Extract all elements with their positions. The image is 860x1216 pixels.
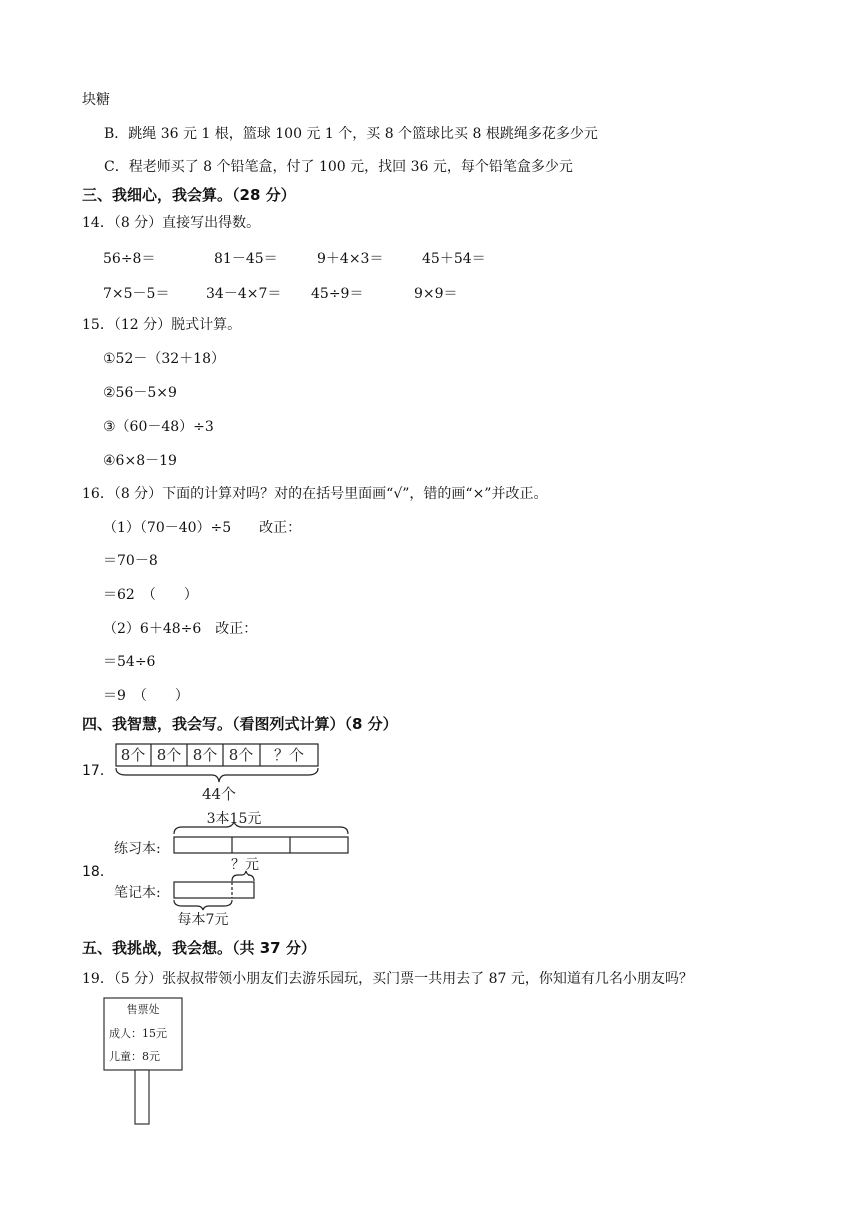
q18-row2-bottom-brace	[174, 900, 232, 910]
q15-item-4: ④6×8－19	[103, 453, 177, 469]
q16-part-1-step-2: ＝62 （ ）	[103, 587, 198, 603]
sign-child-price: 儿童：8元	[109, 1050, 160, 1063]
q17-total-label: 44个	[201, 785, 237, 803]
q14-heading: 14．（8 分）直接写出得数。	[82, 215, 261, 231]
q18-row2-bar	[174, 882, 254, 898]
q17-number: 17．	[82, 763, 114, 779]
q17-figure	[112, 742, 322, 804]
q19-heading: 19．（5 分）张叔叔带领小朋友们去游乐园玩，买门票一共用去了 87 元，你知道有几名小朋友吗？	[82, 971, 693, 987]
q19-ticket-sign	[100, 996, 186, 1126]
q17-box-4-label: 8个	[228, 746, 254, 764]
q14-expr-2: 81－45＝	[214, 251, 278, 267]
q13-option-c: C．程老师买了 8 个铅笔盒，付了 100 元，找回 36 元，每个铅笔盒多少元	[104, 159, 573, 175]
q17-box-5-label: ？个	[273, 746, 305, 764]
q14-expr-8: 9×9＝	[414, 286, 458, 302]
q14-expr-1: 56÷8＝	[103, 251, 156, 267]
q18-row1-label: 练习本:	[114, 841, 161, 857]
q16-part-2-step-1: ＝54÷6	[103, 654, 156, 670]
q15-heading: 15．（12 分）脱式计算。	[82, 317, 242, 333]
q16-part-1: （1）（70－40）÷5 改正：	[103, 520, 302, 536]
q15-item-2: ②56－5×9	[103, 385, 177, 401]
q16-part-2: （2）6＋48÷6 改正：	[103, 621, 258, 637]
q17-box-1-label: 8个	[120, 746, 146, 764]
q16-part-2-step-2: ＝9 （ ）	[103, 688, 189, 704]
q18-row1-bar	[174, 837, 348, 853]
q14-expr-4: 45＋54＝	[422, 251, 486, 267]
sign-adult-price: 成人：15元	[109, 1027, 167, 1040]
q14-expr-5: 7×5－5＝	[103, 286, 170, 302]
q18-row2-label: 笔记本:	[114, 885, 161, 901]
q16-heading: 16．（8 分）下面的计算对吗？对的在括号里面画“√”，错的画“×”并改正。	[82, 486, 548, 502]
q18-figure	[112, 808, 362, 928]
section-4-title: 四、我智慧，我会写。（看图列式计算）（8 分）	[82, 715, 398, 733]
q15-item-1: ①52－（32＋18）	[103, 351, 225, 367]
q14-expr-7: 45÷9＝	[311, 286, 364, 302]
q13-continuation: 块糖	[82, 92, 110, 108]
q18-number: 18．	[82, 864, 114, 880]
sign-post	[135, 1070, 149, 1124]
q14-expr-3: 9＋4×3＝	[317, 251, 384, 267]
section-5-title: 五、我挑战，我会想。（共 37 分）	[82, 939, 316, 957]
q17-brace	[116, 768, 318, 782]
q18-row1-top-label: 3本15元	[206, 811, 262, 827]
q13-option-b: B．跳绳 36 元 1 根，篮球 100 元 1 个，买 8 个篮球比买 8 根跳绳多花多少元	[104, 126, 598, 142]
q17-box-3-label: 8个	[192, 746, 218, 764]
q15-item-3: ③（60－48）÷3	[103, 419, 214, 435]
q17-box-2-label: 8个	[156, 746, 182, 764]
q18-row2-bottom-label: 每本7元	[177, 912, 229, 928]
q14-expr-6: 34－4×7＝	[206, 286, 282, 302]
section-3-title: 三、我细心，我会算。（28 分）	[82, 186, 296, 204]
q16-part-1-step-1: ＝70－8	[103, 553, 158, 569]
sign-title: 售票处	[126, 1003, 160, 1016]
q18-row2-top-label: ？元	[231, 857, 259, 873]
